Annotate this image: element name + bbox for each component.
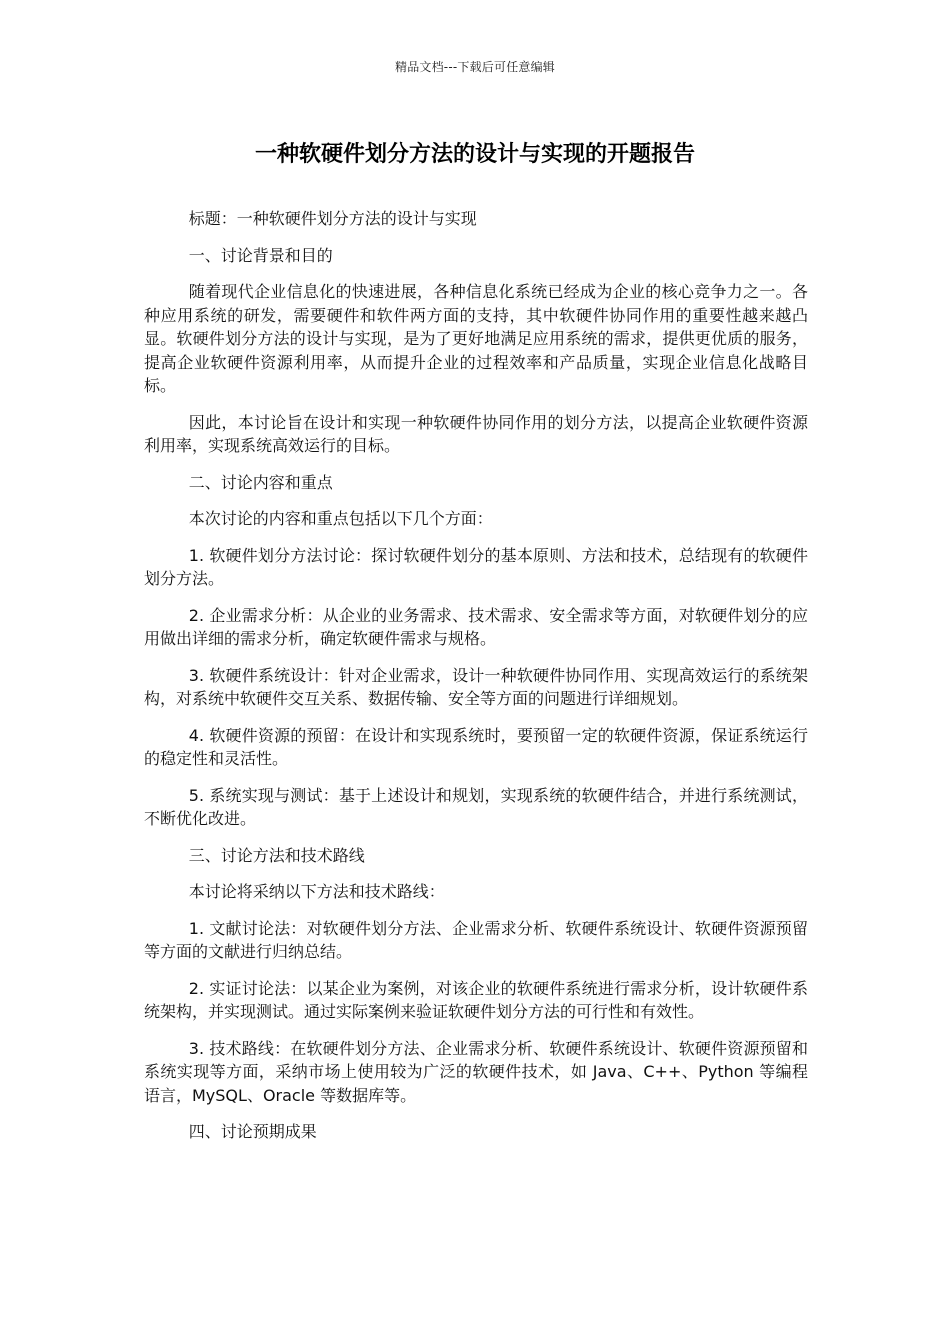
section-heading: 三、讨论方法和技术路线 (188, 845, 365, 865)
list-item: 4. 软硬件资源的预留：在设计和实现系统时，要预留一定的软硬件资源，保证系统运行的稳定性和灵活性。 (144, 725, 808, 768)
paragraph: 本讨论将采纳以下方法和技术路线： (188, 882, 445, 901)
header-note: 精品文档---下载后可任意编辑 (395, 60, 555, 74)
list-item: 3. 软硬件系统设计：针对企业需求，设计一种软硬件协同作用、实现高效运行的系统架构，对系统中软硬件交互关系、数据传输、安全等方面的问题进行详细规划。 (144, 665, 808, 708)
list-item: 3. 技术路线：在软硬件划分方法、企业需求分析、软硬件系统设计、软硬件资源预留和系统实现等方面，采纳市场上使用较为广泛的软硬件技术，如 Java、C++、Python 等编程语言，MySQL、Oracle 等数据库等。 (144, 1038, 808, 1105)
section-heading: 四、讨论预期成果 (188, 1122, 317, 1141)
section-heading: 一、讨论背景和目的 (188, 245, 333, 265)
document-title: 一种软硬件划分方法的设计与实现的开题报告 (254, 142, 695, 167)
section-heading: 二、讨论内容和重点 (188, 472, 333, 492)
paragraph: 随着现代企业信息化的快速进展，各种信息化系统已经成为企业的核心竞争力之一。各种应用系统的研发，需要硬件和软件两方面的支持，其中软硬件协同作用的重要性越来越凸显。软硬件划分方法的设计与实现，是为了更好地满足应用系统的需求，提供更优质的服务，提高企业软硬件资源利用率，从而提升企业的过程效率和产品质量，实现企业信息化战略目标。 (144, 282, 808, 395)
paragraph: 因此，本讨论旨在设计和实现一种软硬件协同作用的划分方法，以提高企业软硬件资源利用率，实现系统高效运行的目标。 (144, 412, 808, 455)
list-item: 5. 系统实现与测试：基于上述设计和规划，实现系统的软硬件结合，并进行系统测试，不断优化改进。 (144, 785, 808, 828)
paragraph: 本次讨论的内容和重点包括以下几个方面： (188, 509, 493, 528)
list-item: 2. 实证讨论法：以某企业为案例，对该企业的软硬件系统进行需求分析，设计软硬件系统架构，并实现测试。通过实际案例来验证软硬件划分方法的可行性和有效性。 (144, 978, 808, 1021)
list-item: 2. 企业需求分析：从企业的业务需求、技术需求、安全需求等方面，对软硬件划分的应用做出详细的需求分析，确定软硬件需求与规格。 (144, 605, 808, 648)
subject-line: 标题：一种软硬件划分方法的设计与实现 (188, 209, 477, 228)
document-body (144, 207, 808, 1157)
list-item: 1. 文献讨论法：对软硬件划分方法、企业需求分析、软硬件系统设计、软硬件资源预留等方面的文献进行归纳总结。 (144, 918, 808, 961)
list-item: 1. 软硬件划分方法讨论：探讨软硬件划分的基本原则、方法和技术，总结现有的软硬件划分方法。 (144, 545, 808, 588)
